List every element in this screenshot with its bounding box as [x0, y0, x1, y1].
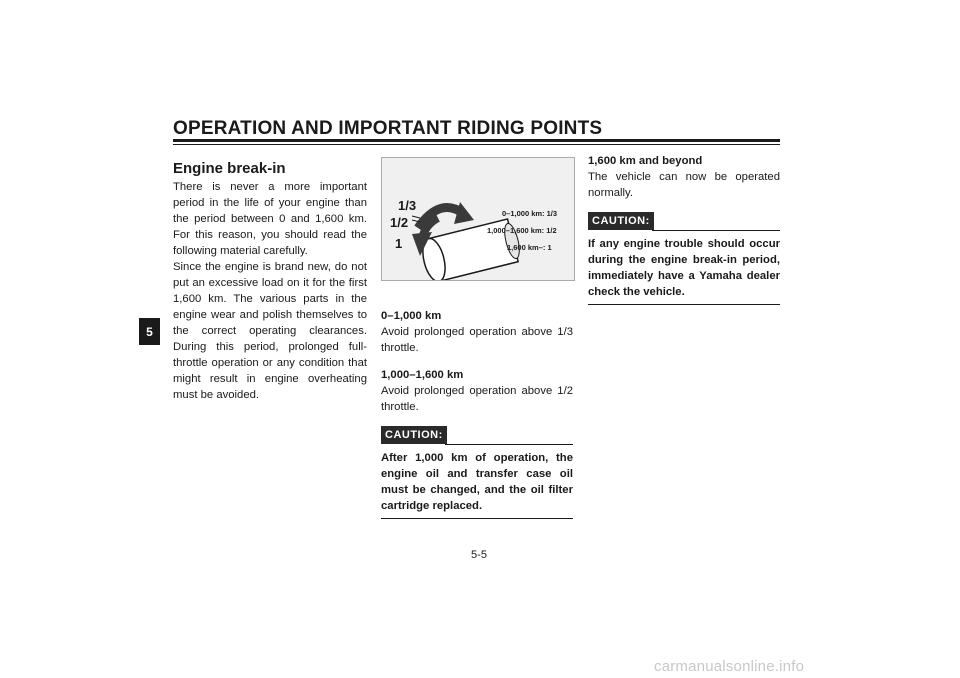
caution-1-label: CAUTION:	[381, 426, 447, 444]
header-rule-thin	[173, 144, 780, 145]
throttle-grip-illustration	[382, 158, 574, 280]
intro-paragraph: There is never a more important period in the life of your engine than the period between 0 and 1,600 km. For this reason, you should read the following material carefully.	[173, 181, 367, 257]
header-rule	[173, 139, 780, 142]
caution-1-rule	[445, 444, 573, 445]
stage-2-range: 1,000–1,600 km	[381, 369, 464, 381]
column-right	[588, 153, 780, 305]
stage-3-block	[588, 153, 780, 201]
stage-3-range: 1,600 km and beyond	[588, 155, 703, 167]
load-paragraph: Since the engine is brand new, do not put an excessive load on it for the first 1,600 km. The various parts in the engine wear and polish themselves to the correct operating clearances. During this period, prolonged full-throttle operation or any condition that might result in engine overheating must be avoided.	[173, 261, 367, 401]
caution-1-header	[381, 426, 573, 446]
column-middle	[381, 308, 573, 519]
column-left	[173, 160, 367, 403]
caution-2-text: If any engine trouble should occur during the engine break-in period, immediately have a Yamaha dealer check the vehicle.	[588, 236, 780, 305]
caution-1-text: After 1,000 km of operation, the engine oil and transfer case oil must be changed, and the oil filter cartridge replaced.	[381, 450, 573, 519]
chapter-tab: 5	[139, 318, 160, 345]
stage-2-block	[381, 367, 573, 415]
caution-2-rule	[652, 230, 780, 231]
stage-1-block	[381, 308, 573, 356]
page-header-title: OPERATION AND IMPORTANT RIDING POINTS	[173, 118, 603, 139]
page-number: 5-5	[471, 549, 487, 561]
stage-1-range: 0–1,000 km	[381, 310, 442, 322]
throttle-figure	[381, 157, 575, 281]
stage-1-text: Avoid prolonged operation above 1/3 throttle.	[381, 326, 573, 354]
caution-2-label: CAUTION:	[588, 212, 654, 230]
watermark: carmanualsonline.info	[654, 658, 805, 675]
throttle-mark-half: 1/2	[390, 215, 409, 230]
legend-stage2: 1,000–1,600 km: 1/2	[487, 226, 557, 235]
throttle-mark-third: 1/3	[398, 198, 417, 213]
stage-2-text: Avoid prolonged operation above 1/2 throttle.	[381, 385, 573, 413]
caution-2-header	[588, 212, 780, 232]
section-title: Engine break-in	[173, 160, 286, 177]
legend-stage1: 0–1,000 km: 1/3	[502, 209, 558, 218]
throttle-mark-full: 1	[395, 236, 403, 251]
legend-stage3: 1,600 km–: 1	[507, 243, 552, 252]
stage-3-text: The vehicle can now be operated normally.	[588, 171, 780, 199]
